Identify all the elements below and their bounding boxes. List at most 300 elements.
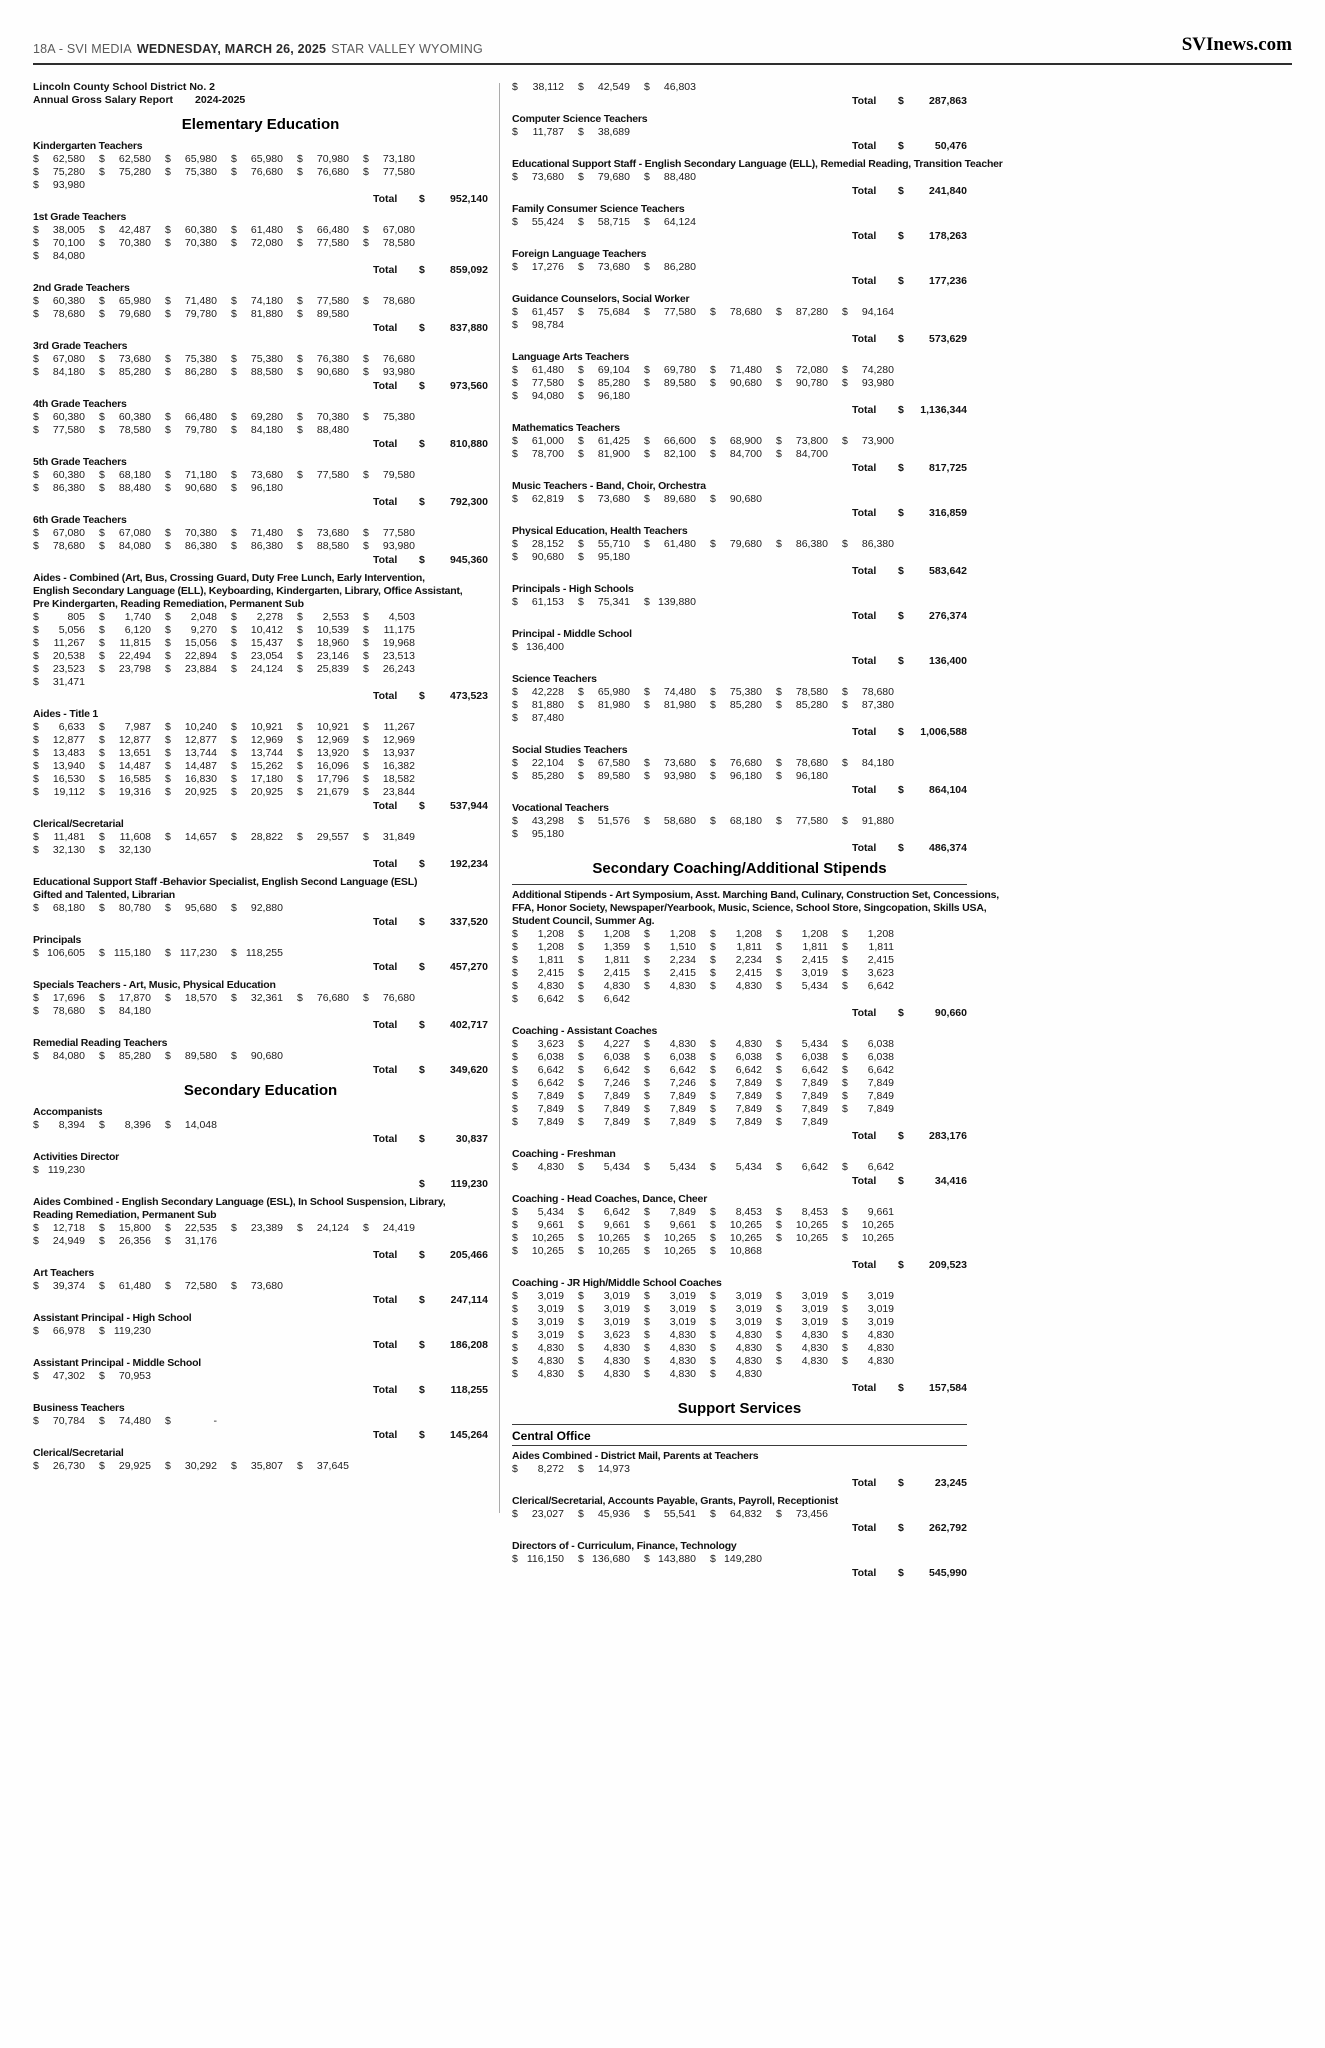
salary-cell [165,1050,231,1063]
dollar-sign: $ [644,1355,650,1367]
salary-amount: 4,503 [388,611,415,623]
salary-amount: 73,680 [316,527,349,539]
salary-section [33,211,488,277]
salary-amount: 9,661 [867,1206,894,1218]
column-divider [499,83,500,1513]
section-title-line: Aides Combined - District Mail, Parents at Teachers [512,1450,759,1462]
salary-amount: 82,100 [663,448,696,460]
salary-row [33,624,488,637]
salary-amount: 58,715 [597,216,630,228]
salary-cell [512,770,578,783]
salary-amount: 3,019 [603,1316,630,1328]
salary-cell [231,786,297,799]
dollar-sign: $ [231,153,237,165]
section-heading: Secondary Education [183,1082,338,1099]
salary-cell [297,637,363,650]
salary-cell [578,1329,644,1342]
salary-amount: 73,680 [531,171,564,183]
salary-cell [512,390,578,403]
salary-cell [644,1103,710,1116]
salary-cell [842,699,908,712]
salary-cell [644,815,710,828]
dollar-sign: $ [165,902,171,914]
dollar-sign: $ [512,216,518,228]
salary-amount: 78,680 [52,540,85,552]
salary-cell [644,306,710,319]
salary-cell [644,1090,710,1103]
salary-amount: 3,019 [537,1290,564,1302]
total-amount: 157,584 [929,1382,967,1394]
dollar-sign: $ [710,435,716,447]
dollar-sign: $ [165,1050,171,1062]
salary-amount: 2,278 [256,611,283,623]
salary-amount: 78,680 [729,306,762,318]
section-total-row [512,1477,967,1490]
total-dollar-sign: $ [419,1339,425,1351]
total-amount: 402,717 [450,1019,488,1031]
salary-cell [842,815,908,828]
salary-amount: 1,208 [537,941,564,953]
salary-row [33,786,488,799]
salary-amount: 7,849 [801,1116,828,1128]
total-amount: 23,245 [934,1477,967,1489]
total-label: Total [373,1429,398,1441]
total-amount: 537,944 [450,800,488,812]
salary-amount: 95,180 [597,551,630,563]
date-label: WEDNESDAY, MARCH 26, 2025 [136,42,327,56]
dollar-sign: $ [578,757,584,769]
salary-amount: 62,580 [52,153,85,165]
salary-cell [578,435,644,448]
section-total-row [512,95,967,108]
salary-cell [33,1119,99,1132]
salary-cell [99,734,165,747]
salary-cell [644,216,710,229]
dollar-sign: $ [231,482,237,494]
salary-amount: 5,434 [735,1161,762,1173]
salary-amount: 1,208 [537,928,564,940]
salary-cell [842,1329,908,1342]
salary-section [512,1450,967,1490]
salary-amount: 12,969 [250,734,283,746]
dollar-sign: $ [512,493,518,505]
dollar-sign: $ [710,967,716,979]
salary-cell [710,448,776,461]
salary-amount: 64,832 [729,1508,762,1520]
salary-cell [512,1077,578,1090]
salary-cell [710,1316,776,1329]
dollar-sign: $ [363,166,369,178]
salary-cell [710,1355,776,1368]
dollar-sign: $ [842,1206,848,1218]
total-dollar-sign: $ [419,916,425,928]
dollar-sign: $ [165,353,171,365]
salary-cell [776,1290,842,1303]
salary-amount: 86,380 [52,482,85,494]
section-title-line: Music Teachers - Band, Choir, Orchestra [512,480,706,492]
salary-amount: 20,925 [250,786,283,798]
salary-amount: 7,849 [669,1206,696,1218]
salary-cell [33,902,99,915]
salary-amount: 81,980 [663,699,696,711]
salary-cell [644,1219,710,1232]
salary-row [512,1368,967,1381]
dollar-sign: $ [165,1235,171,1247]
salary-cell [776,435,842,448]
salary-row [33,844,488,857]
salary-amount: 7,849 [669,1090,696,1102]
salary-amount: 4,830 [537,1368,564,1380]
salary-amount: 7,849 [867,1103,894,1115]
salary-amount: 11,175 [383,624,415,636]
salary-cell [512,551,578,564]
salary-amount: 84,180 [118,1005,151,1017]
salary-amount: 4,830 [537,1355,564,1367]
salary-cell [644,1290,710,1303]
salary-amount: 1,811 [802,941,828,953]
salary-amount: 149,280 [724,1553,762,1565]
salary-cell [842,1219,908,1232]
salary-amount: 71,480 [250,527,283,539]
dollar-sign: $ [231,650,237,662]
salary-cell [33,527,99,540]
salary-cell [710,941,776,954]
total-dollar-sign: $ [898,784,904,796]
dollar-sign: $ [644,1368,650,1380]
section-title-line: Student Council, Summer Ag. [512,915,655,927]
salary-amount: 23,798 [118,663,151,675]
salary-cell [776,1038,842,1051]
total-dollar-sign: $ [898,462,904,474]
dollar-sign: $ [363,992,369,1004]
dollar-sign: $ [165,295,171,307]
salary-cell [165,831,231,844]
total-dollar-sign: $ [419,1178,425,1190]
salary-cell [231,237,297,250]
dollar-sign: $ [33,721,39,733]
dollar-sign: $ [512,1206,518,1218]
salary-cell [165,1235,231,1248]
dollar-sign: $ [776,1232,782,1244]
salary-amount: 86,280 [663,261,696,273]
salary-cell [99,237,165,250]
salary-amount: 73,180 [382,153,415,165]
salary-amount: 73,680 [663,757,696,769]
dollar-sign: $ [297,469,303,481]
salary-amount: 84,180 [52,366,85,378]
salary-cell [578,1463,644,1476]
salary-cell [363,650,429,663]
salary-cell [99,1222,165,1235]
dollar-sign: $ [512,1368,518,1380]
page-header [0,0,1325,63]
salary-amount: 7,849 [603,1090,630,1102]
dollar-sign: $ [644,261,650,273]
salary-amount: 86,380 [861,538,894,550]
salary-cell [512,1206,578,1219]
salary-cell [512,699,578,712]
dollar-sign: $ [33,1005,39,1017]
salary-cell [33,224,99,237]
dollar-sign: $ [99,1415,105,1427]
salary-cell [644,1206,710,1219]
total-amount: 90,660 [934,1007,967,1019]
salary-amount: 1,811 [736,941,762,953]
section-total-row [512,230,967,243]
dollar-sign: $ [165,1222,171,1234]
dollar-sign: $ [710,1051,716,1063]
dollar-sign: $ [776,1090,782,1102]
section-total-row [33,858,488,871]
salary-cell [578,1290,644,1303]
dollar-sign: $ [710,928,716,940]
salary-cell [33,424,99,437]
salary-amount: 3,019 [867,1303,894,1315]
dollar-sign: $ [842,967,848,979]
salary-cell [512,1508,578,1521]
salary-cell [512,1342,578,1355]
dollar-sign: $ [776,448,782,460]
salary-cell [578,1206,644,1219]
dollar-sign: $ [297,424,303,436]
salary-amount: 87,280 [795,306,828,318]
salary-cell [710,1077,776,1090]
salary-cell [644,928,710,941]
section-title-line: Pre Kindergarten, Reading Remediation, Permanent Sub [33,598,304,610]
dollar-sign: $ [512,1342,518,1354]
total-dollar-sign: $ [419,1133,425,1145]
total-label: Total [852,1007,877,1019]
salary-amount: 11,267 [383,721,415,733]
dollar-sign: $ [644,538,650,550]
salary-amount: 2,553 [322,611,349,623]
salary-amount: 6,633 [58,721,85,733]
total-label: Total [373,858,398,870]
salary-amount: 75,341 [597,596,630,608]
dollar-sign: $ [363,773,369,785]
salary-cell [33,469,99,482]
salary-cell [512,1463,578,1476]
dollar-sign: $ [644,306,650,318]
salary-amount: 86,280 [184,366,217,378]
dollar-sign: $ [165,1280,171,1292]
salary-amount: 81,880 [250,308,283,320]
salary-cell [512,954,578,967]
salary-amount: 4,830 [801,1342,828,1354]
salary-cell [231,1460,297,1473]
dollar-sign: $ [776,967,782,979]
dollar-sign: $ [99,624,105,636]
dollar-sign: $ [842,1103,848,1115]
section-title-line: Gifted and Talented, Librarian [33,889,175,901]
dollar-sign: $ [33,424,39,436]
section-title-line: Directors of - Curriculum, Finance, Technology [512,1540,737,1552]
salary-section [512,628,967,668]
section-total-row [512,507,967,520]
salary-cell [231,747,297,760]
dollar-sign: $ [231,366,237,378]
salary-amount: 4,830 [669,980,696,992]
salary-cell [165,992,231,1005]
dollar-sign: $ [99,366,105,378]
section-title-line: Coaching - Head Coaches, Dance, Cheer [512,1193,708,1205]
salary-section [512,1193,967,1272]
salary-row [33,992,488,1005]
section-title-line: Educational Support Staff -Behavior Specialist, English Second Language (ESL) [33,876,418,888]
right-sections [512,81,1003,1580]
dollar-sign: $ [33,353,39,365]
dollar-sign: $ [99,773,105,785]
dollar-sign: $ [842,1038,848,1050]
salary-amount: 66,480 [316,224,349,236]
report-title-line1: Lincoln County School District No. 2 [33,81,216,93]
salary-cell [644,699,710,712]
salary-cell [578,815,644,828]
dollar-sign: $ [710,448,716,460]
salary-section [512,583,967,623]
salary-cell [33,1370,99,1383]
section-total-row [33,1294,488,1307]
salary-cell [33,611,99,624]
dollar-sign: $ [297,773,303,785]
dollar-sign: $ [776,815,782,827]
salary-section [512,802,967,855]
salary-amount: 70,100 [52,237,85,249]
salary-cell [710,928,776,941]
dollar-sign: $ [297,624,303,636]
salary-amount: 10,265 [663,1245,696,1257]
salary-cell [297,224,363,237]
salary-amount: 70,380 [184,237,217,249]
salary-amount: 7,849 [735,1090,762,1102]
salary-amount: 78,580 [382,237,415,249]
salary-cell [297,773,363,786]
salary-cell [512,261,578,274]
section-title-line: 5th Grade Teachers [33,456,127,468]
salary-cell [231,611,297,624]
total-amount: 205,466 [450,1249,488,1261]
dollar-sign: $ [363,734,369,746]
salary-amount: 10,265 [729,1232,762,1244]
dollar-sign: $ [644,81,650,93]
total-label: Total [373,1384,398,1396]
salary-amount: 5,434 [603,1161,630,1173]
section-title-line: Art Teachers [33,1267,95,1279]
salary-cell [512,1161,578,1174]
dollar-sign: $ [578,954,584,966]
total-dollar-sign: $ [419,1064,425,1076]
salary-cell [578,993,644,1006]
total-dollar-sign: $ [419,1249,425,1261]
section-title-line: Vocational Teachers [512,802,609,814]
salary-amount: 3,623 [867,967,894,979]
dollar-sign: $ [644,1303,650,1315]
salary-amount: 61,480 [118,1280,151,1292]
salary-amount: 32,361 [250,992,283,1004]
salary-row [33,366,488,379]
salary-cell [33,1222,99,1235]
salary-cell [33,308,99,321]
salary-row [512,364,967,377]
salary-cell [578,1368,644,1381]
section-total-row [33,1339,488,1352]
salary-row [33,540,488,553]
salary-cell [33,786,99,799]
salary-amount: 19,316 [118,786,151,798]
salary-cell [33,734,99,747]
salary-amount: 55,710 [597,538,630,550]
dollar-sign: $ [231,308,237,320]
dollar-sign: $ [33,760,39,772]
dollar-sign: $ [578,1103,584,1115]
salary-amount: 106,605 [47,947,85,959]
salary-amount: 6,120 [124,624,151,636]
dollar-sign: $ [644,171,650,183]
dollar-sign: $ [842,377,848,389]
dollar-sign: $ [297,1460,303,1472]
salary-cell [99,540,165,553]
salary-cell [644,377,710,390]
dollar-sign: $ [165,747,171,759]
dollar-sign: $ [644,1051,650,1063]
salary-cell [776,1064,842,1077]
dollar-sign: $ [578,1342,584,1354]
dollar-sign: $ [99,992,105,1004]
salary-amount: 4,830 [867,1355,894,1367]
section-title-line: Aides Combined - English Secondary Language (ESL), In School Suspension, Library, [33,1196,446,1208]
salary-cell [776,1219,842,1232]
edition-label: 18A - SVI MEDIA [33,42,132,56]
salary-amount: 93,980 [382,366,415,378]
salary-amount: 10,265 [531,1232,564,1244]
total-dollar-sign: $ [419,1294,425,1306]
dollar-sign: $ [33,747,39,759]
dollar-sign: $ [231,902,237,914]
salary-cell [578,538,644,551]
salary-amount: 24,949 [52,1235,85,1247]
dollar-sign: $ [578,967,584,979]
total-dollar-sign: $ [419,858,425,870]
total-label: Total [852,462,877,474]
salary-cell [99,831,165,844]
dollar-sign: $ [512,1329,518,1341]
dollar-sign: $ [99,947,105,959]
salary-amount: 31,471 [52,676,85,688]
salary-amount: 89,580 [663,377,696,389]
salary-cell [842,538,908,551]
salary-amount: 17,276 [531,261,564,273]
salary-amount: 136,680 [592,1553,630,1565]
salary-cell [512,377,578,390]
salary-cell [776,1329,842,1342]
salary-cell [99,624,165,637]
dollar-sign: $ [512,1245,518,1257]
salary-amount: 4,830 [735,1368,762,1380]
salary-cell [578,967,644,980]
dollar-sign: $ [99,411,105,423]
salary-cell [512,980,578,993]
salary-cell [578,1245,644,1258]
salary-amount: 75,280 [52,166,85,178]
salary-cell [842,954,908,967]
dollar-sign: $ [644,377,650,389]
salary-row [512,1355,967,1368]
salary-amount: 62,580 [118,153,151,165]
dollar-sign: $ [33,1164,39,1176]
total-label: Total [373,1133,398,1145]
dollar-sign: $ [33,992,39,1004]
dollar-sign: $ [776,954,782,966]
